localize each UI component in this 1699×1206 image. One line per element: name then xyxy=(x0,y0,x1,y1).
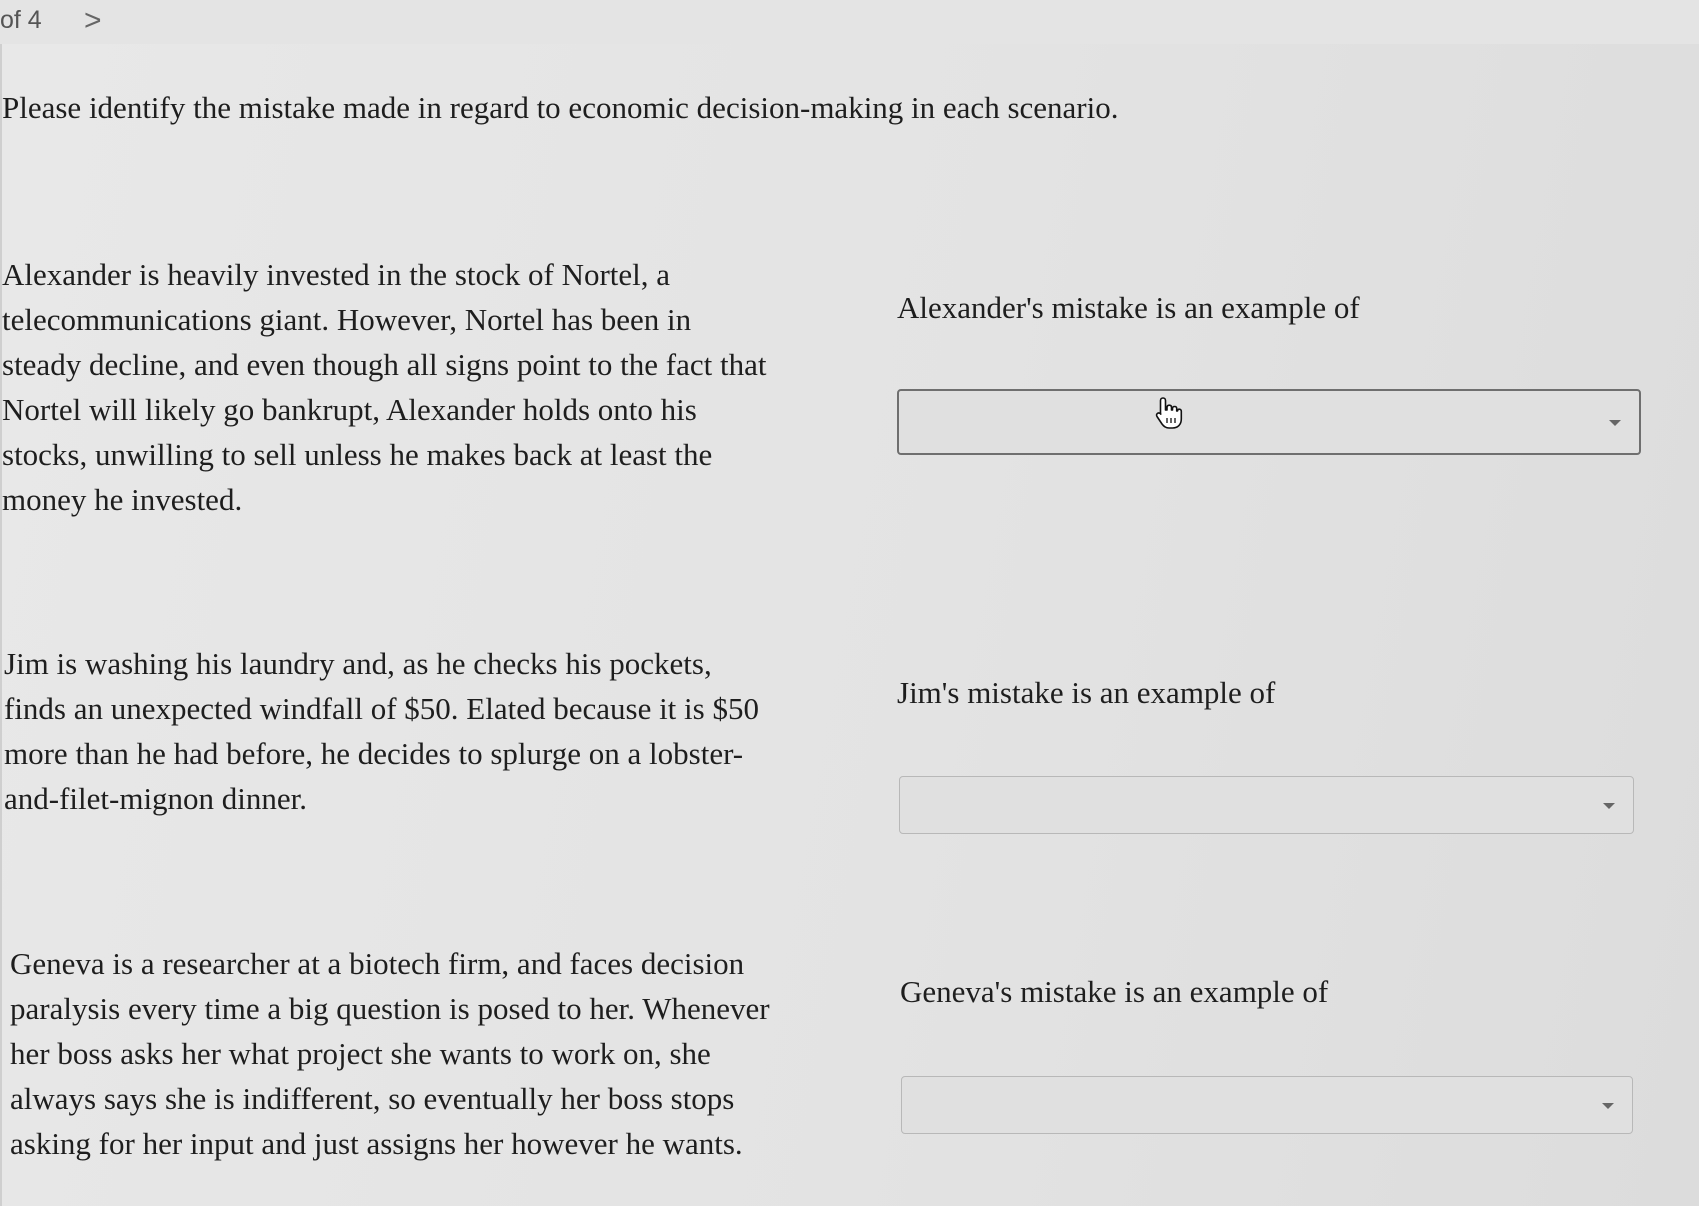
instruction-text: Please identify the mistake made in regard to economic decision-making in each scenario. xyxy=(2,90,1119,125)
scenario-line: Nortel will likely go bankrupt, Alexander holds onto his xyxy=(2,392,697,427)
question-geneva-label: Geneva's mistake is an example of xyxy=(900,974,1329,1009)
top-nav-bar xyxy=(0,0,1699,44)
scenario-line: stocks, unwilling to sell unless he makes back at least the xyxy=(2,437,713,472)
scenario-line: and-filet-mignon dinner. xyxy=(4,781,308,816)
answer-dropdown-jim[interactable] xyxy=(899,776,1634,834)
answer-dropdown-geneva[interactable] xyxy=(901,1076,1633,1134)
scenario-line: money he invested. xyxy=(2,482,243,517)
scenario-line: finds an unexpected windfall of $50. Elated because it is $50 xyxy=(4,691,759,726)
scenario-line: paralysis every time a big question is posed to her. Whenever xyxy=(10,991,770,1026)
scenario-jim-text xyxy=(4,641,804,821)
question-panel xyxy=(0,44,1699,1206)
chevron-down-icon xyxy=(1609,420,1621,426)
next-page-button[interactable]: > xyxy=(84,4,102,37)
scenario-line: Geneva is a researcher at a biotech firm, and faces decision xyxy=(10,946,745,981)
scenario-line: always says she is indifferent, so eventually her boss stops xyxy=(10,1081,735,1116)
page-count: of 4 xyxy=(0,6,42,34)
scenario-line: more than he had before, he decides to splurge on a lobster- xyxy=(4,736,744,771)
scenario-line: telecommunications giant. However, Nortel has been in xyxy=(2,302,692,337)
scenario-alexander-text xyxy=(2,252,802,522)
scenario-line: asking for her input and just assigns her however he wants. xyxy=(10,1126,743,1161)
scenario-line: steady decline, and even though all signs point to the fact that xyxy=(2,347,767,382)
scenario-line: Jim is washing his laundry and, as he checks his pockets, xyxy=(4,646,712,681)
question-alexander-label: Alexander's mistake is an example of xyxy=(897,290,1360,325)
scenario-line: Alexander is heavily invested in the stock of Nortel, a xyxy=(2,257,671,292)
hand-pointer-icon xyxy=(1154,396,1184,430)
chevron-down-icon xyxy=(1603,803,1615,809)
chevron-down-icon xyxy=(1602,1103,1614,1109)
answer-dropdown-alexander[interactable] xyxy=(897,389,1641,455)
scenario-geneva-text xyxy=(10,941,810,1166)
question-jim-label: Jim's mistake is an example of xyxy=(897,675,1276,710)
scenario-line: her boss asks her what project she wants to work on, she xyxy=(10,1036,711,1071)
